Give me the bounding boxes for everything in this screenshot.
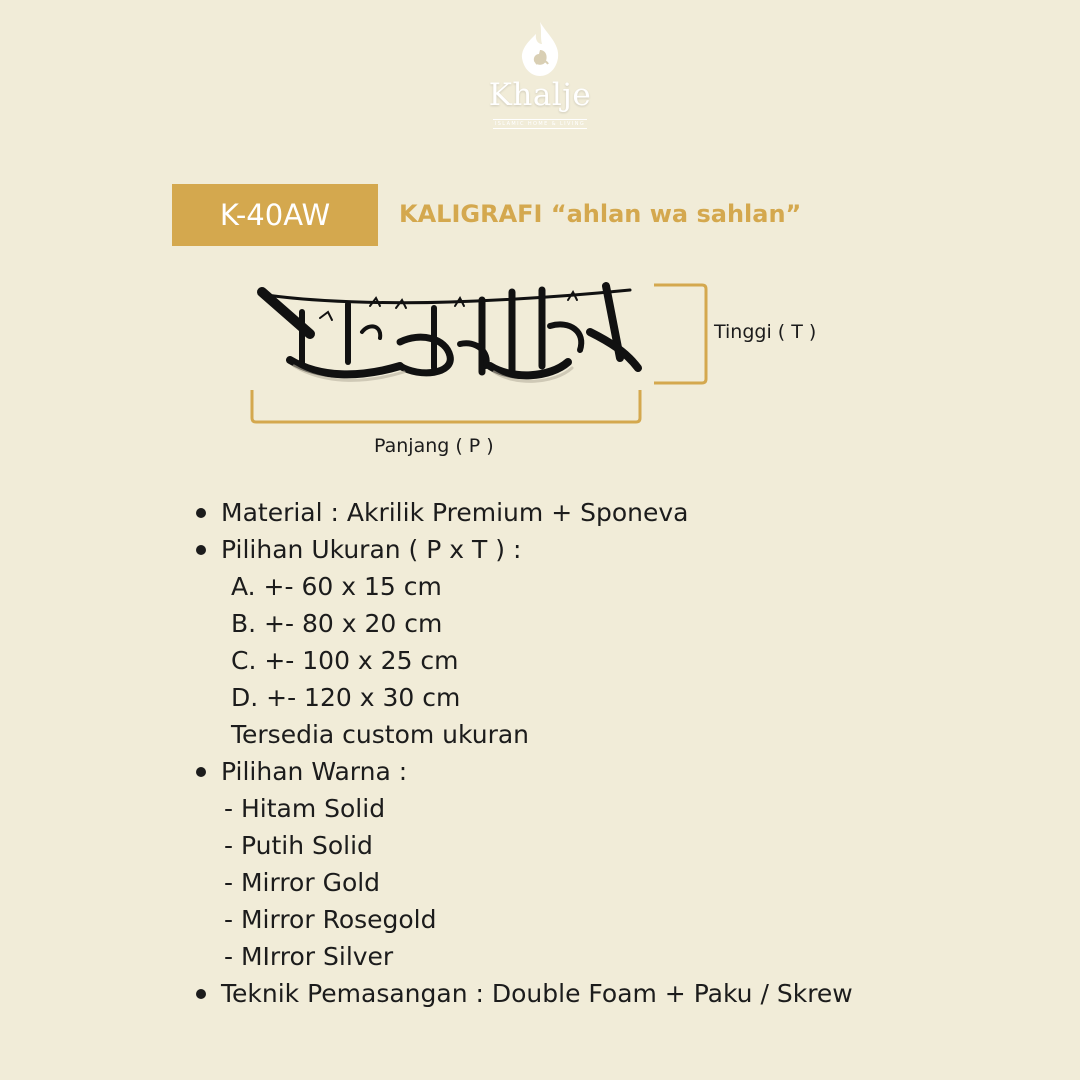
color-option: - Hitam Solid <box>224 794 386 823</box>
product-title: KALIGRAFI “ahlan wa sahlan” <box>399 200 802 228</box>
size-option: A. +- 60 x 15 cm <box>231 572 442 601</box>
custom-size-note: Tersedia custom ukuran <box>231 720 530 749</box>
calligraphy-illustration <box>250 282 645 387</box>
bullet-icon <box>196 767 206 777</box>
size-option: C. +- 100 x 25 cm <box>231 646 459 675</box>
length-label: Panjang ( P ) <box>374 435 494 457</box>
length-bracket <box>248 388 644 428</box>
color-option: - MIrror Silver <box>224 942 394 971</box>
brand-name: Khalje <box>488 77 592 113</box>
colors-heading: Pilihan Warna : <box>221 757 408 786</box>
flame-drop-icon <box>516 20 564 78</box>
color-option: - Mirror Gold <box>224 868 381 897</box>
sizes-heading: Pilihan Ukuran ( P x T ) : <box>221 535 522 564</box>
product-code-badge: K-40AW <box>172 184 378 246</box>
height-label: Tinggi ( T ) <box>714 321 817 343</box>
bullet-icon <box>196 508 206 518</box>
bullet-icon <box>196 545 206 555</box>
installation-spec: Teknik Pemasangan : Double Foam + Paku / Skrew <box>221 979 853 1008</box>
color-option: - Putih Solid <box>224 831 373 860</box>
brand-tagline: ISLAMIC HOME & LIVING <box>494 121 586 127</box>
size-option: B. +- 80 x 20 cm <box>231 609 443 638</box>
size-option: D. +- 120 x 30 cm <box>231 683 461 712</box>
bullet-icon <box>196 989 206 999</box>
color-option: - Mirror Rosegold <box>224 905 437 934</box>
brand-logo <box>480 20 600 135</box>
material-spec: Material : Akrilik Premium + Sponeva <box>221 498 689 527</box>
height-bracket <box>650 282 710 388</box>
